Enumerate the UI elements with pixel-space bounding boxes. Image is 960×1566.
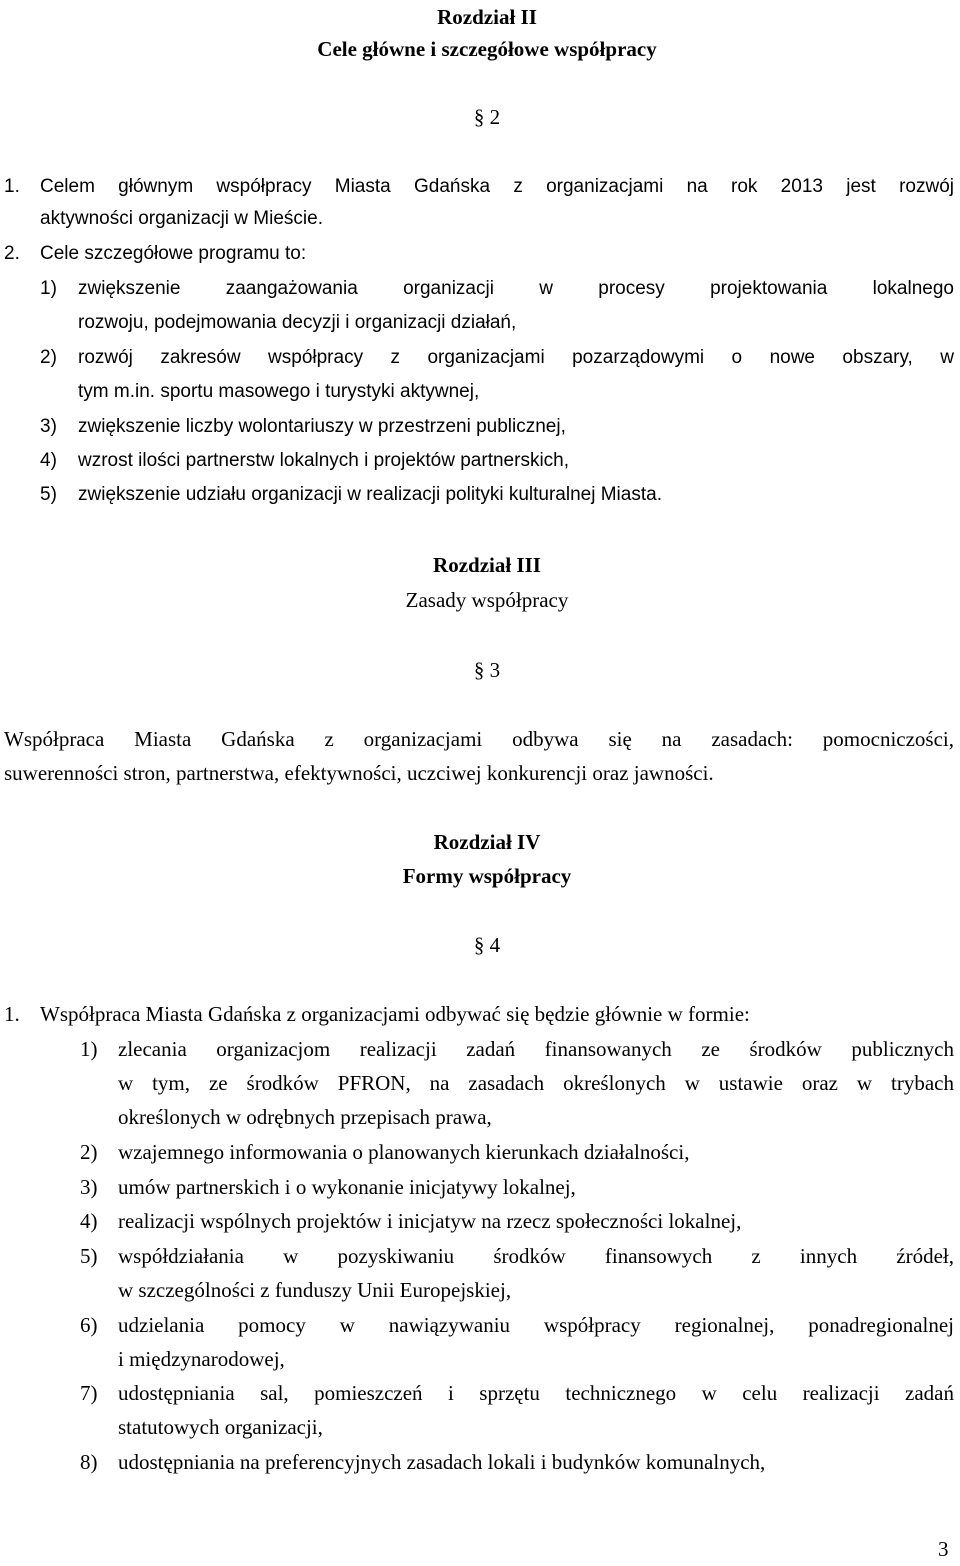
form-1-line-2: w tym, ze środków PFRON, na zasadach określonych w ustawie oraz w trybach (118, 1071, 954, 1095)
chapter-4-title: Formy współpracy (402, 864, 572, 888)
section-2-mark: § 2 (473, 105, 501, 129)
form-3-line-1: umów partnerskich i o wykonanie inicjatywy lokalnej, (118, 1175, 576, 1199)
goal-2-line-1: rozwój zakresów współpracy z organizacjami pozarządowymi o nowe obszary, w (78, 347, 954, 368)
form-2-number: 2) (80, 1140, 98, 1164)
form-6-line-1: udzielania pomocy w nawiązywaniu współpracy regionalnej, ponadregionalnej (118, 1313, 954, 1337)
paragraph-1-number: 1. (4, 176, 20, 197)
goal-3-line-1: zwiększenie liczby wolontariuszy w przestrzeni publicznej, (78, 416, 566, 437)
principles-line-2: suwerenności stron, partnerstwa, efektywności, uczciwej konkurencji oraz jawności. (4, 761, 714, 785)
chapter-2-title: Cele główne i szczegółowe współpracy (317, 37, 657, 61)
form-8-number: 8) (80, 1450, 98, 1474)
form-5-line-2: w szczególności z funduszy Unii Europejskiej, (118, 1278, 512, 1302)
chapter-4-heading: Rozdział IV (433, 830, 541, 854)
form-4-number: 4) (80, 1209, 98, 1233)
goal-3-number: 3) (40, 416, 57, 437)
form-7-line-2: statutowych organizacji, (118, 1415, 323, 1439)
goal-1-number: 1) (40, 278, 57, 299)
form-1-line-1: zlecania organizacjom realizacji zadań finansowanych ze środków publicznych (118, 1037, 954, 1061)
form-4-line-1: realizacji wspólnych projektów i inicjatyw na rzecz społeczności lokalnej, (118, 1209, 742, 1233)
chapter-3-heading: Rozdział III (433, 553, 541, 577)
goal-5-line-1: zwiększenie udziału organizacji w realizacji polityki kulturalnej Miasta. (78, 484, 662, 505)
goal-5-number: 5) (40, 484, 57, 505)
form-5-number: 5) (80, 1244, 98, 1268)
form-7-number: 7) (80, 1381, 98, 1405)
paragraph-1-line-2: aktywności organizacji w Mieście. (40, 208, 323, 229)
forms-paragraph-intro: Współpraca Miasta Gdańska z organizacjami odbywać się będzie głównie w formie: (40, 1002, 750, 1026)
page-number: 3 (938, 1537, 949, 1561)
paragraph-1-line-1: Celem głównym współpracy Miasta Gdańska z organizacjami na rok 2013 jest rozwój (40, 176, 954, 197)
chapter-2-heading: Rozdział II (437, 5, 537, 29)
form-6-line-2: i międzynarodowej, (118, 1347, 285, 1371)
form-5-line-1: współdziałania w pozyskiwaniu środków finansowych z innych źródeł, (118, 1244, 954, 1268)
section-4-mark: § 4 (473, 933, 501, 957)
goal-1-line-2: rozwoju, podejmowania decyzji i organizacji działań, (78, 312, 517, 333)
paragraph-2-intro: Cele szczegółowe programu to: (40, 243, 307, 264)
form-8-line-1: udostępniania na preferencyjnych zasadach lokali i budynków komunalnych, (118, 1450, 766, 1474)
form-7-line-1: udostępniania sal, pomieszczeń i sprzętu technicznego w celu realizacji zadań (118, 1381, 954, 1405)
goal-4-line-1: wzrost ilości partnerstw lokalnych i projektów partnerskich, (78, 450, 570, 471)
form-6-number: 6) (80, 1313, 98, 1337)
form-3-number: 3) (80, 1175, 98, 1199)
goal-4-number: 4) (40, 450, 57, 471)
chapter-3-title: Zasady współpracy (405, 588, 569, 612)
paragraph-2-number: 2. (4, 243, 20, 264)
form-2-line-1: wzajemnego informowania o planowanych kierunkach działalności, (118, 1140, 690, 1164)
goal-2-number: 2) (40, 347, 57, 368)
forms-paragraph-number: 1. (4, 1002, 20, 1026)
form-1-number: 1) (80, 1037, 98, 1061)
goal-1-line-1: zwiększenie zaangażowania organizacji w procesy projektowania lokalnego (78, 278, 954, 299)
form-1-line-3: określonych w odrębnych przepisach prawa, (118, 1105, 492, 1129)
goal-2-line-2: tym m.in. sportu masowego i turystyki aktywnej, (78, 381, 480, 402)
principles-line-1: Współpraca Miasta Gdańska z organizacjami odbywa się na zasadach: pomocniczości, (4, 727, 954, 751)
section-3-mark: § 3 (473, 658, 501, 682)
